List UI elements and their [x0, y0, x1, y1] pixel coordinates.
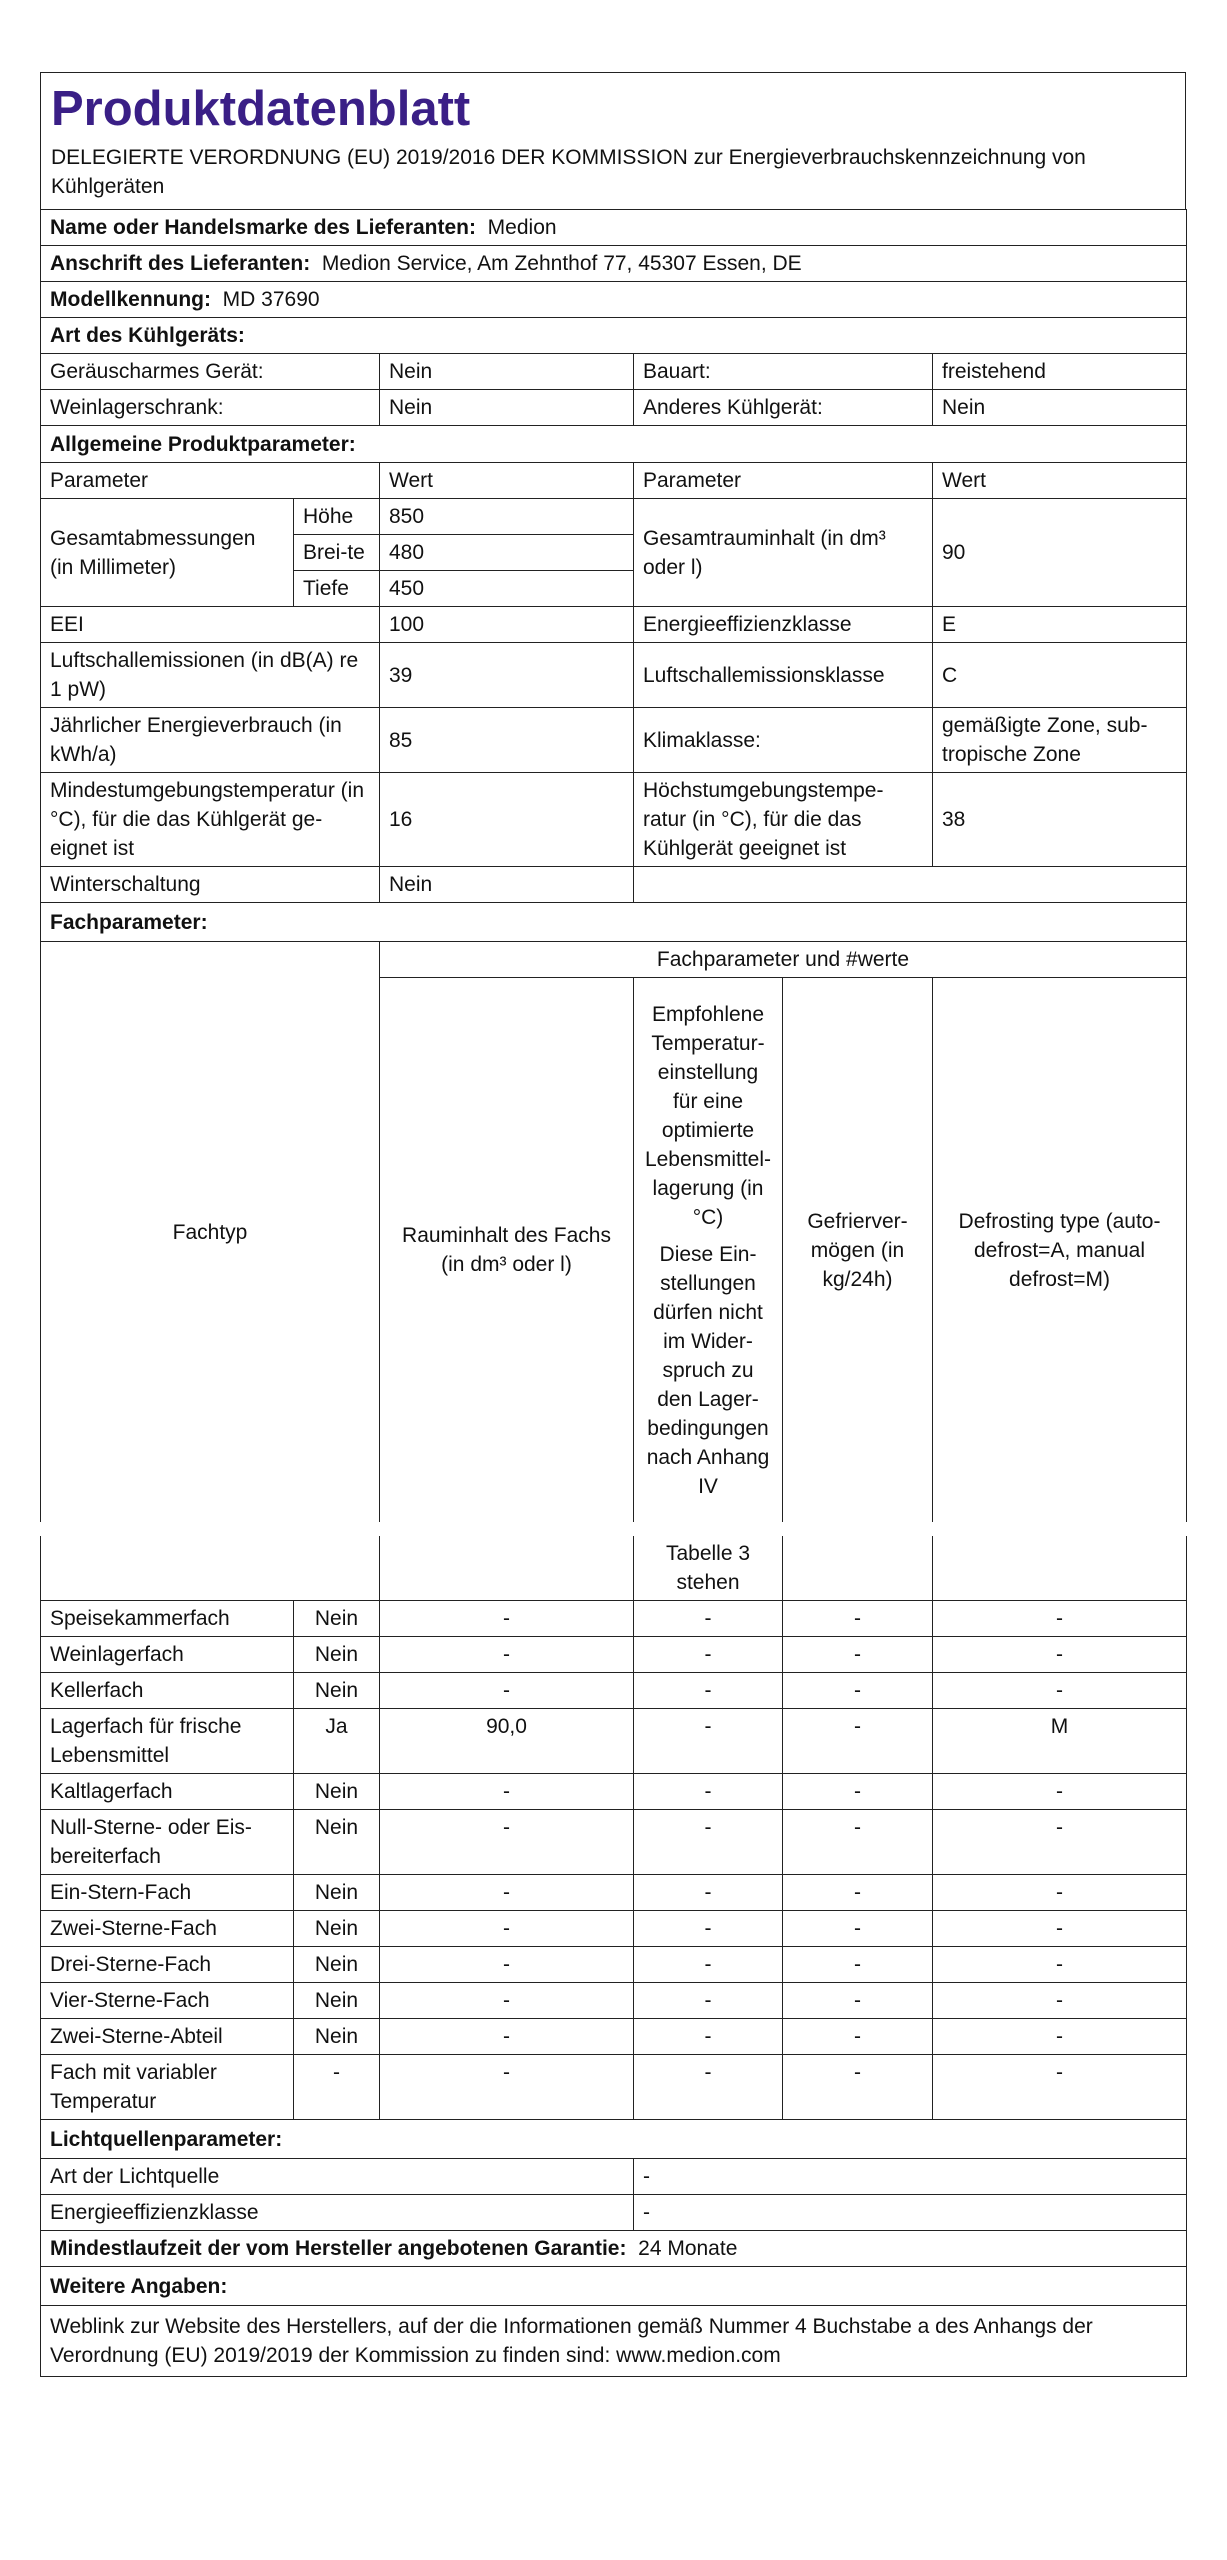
compartment-present: Nein [294, 1673, 380, 1709]
type-row-1 [41, 354, 1187, 390]
compartment-present: Nein [294, 2019, 380, 2055]
compartment-name: Ein-Stern-Fach [41, 1875, 294, 1911]
table-row [41, 1774, 1187, 1810]
energy-label: Jährlicher Energieverbrauch (in kWh/a) [41, 708, 380, 773]
compartment-name: Lagerfach für frische Lebensmittel [41, 1709, 294, 1774]
model-row [41, 282, 1187, 318]
compartment-present: - [294, 2055, 380, 2120]
table-row [41, 1810, 1187, 1875]
compartment-temp: - [634, 1637, 783, 1673]
supplier-address-row [41, 246, 1187, 282]
compartment-freeze: - [783, 1601, 933, 1637]
max-temp-value: 38 [933, 773, 1187, 867]
min-temp-value: 16 [380, 773, 634, 867]
noise-row [41, 643, 1187, 708]
compartment-section-heading: Fachparameter: [41, 903, 1187, 942]
compartment-name: Zwei-Sterne-Abteil [41, 2019, 294, 2055]
compartment-name: Fach mit variabler Temperatur [41, 2055, 294, 2120]
temp-row [41, 773, 1187, 867]
winter-empty [634, 867, 1187, 903]
other-value: Nein [933, 390, 1187, 426]
compartment-defrost: - [933, 1601, 1187, 1637]
col-temp-line-c: Tabelle 3 stehen [634, 1536, 783, 1601]
compartment-defrost: - [933, 2055, 1187, 2120]
col-value: Wert [380, 463, 634, 499]
table-row [41, 1947, 1187, 1983]
compartment-temp: - [634, 1983, 783, 2019]
compartment-defrost: - [933, 1911, 1187, 1947]
dims-row-height [41, 499, 1187, 535]
energy-class-value: E [933, 607, 1187, 643]
compartment-defrost: - [933, 1673, 1187, 1709]
compartment-freeze: - [783, 1911, 933, 1947]
compartment-volume: - [380, 1774, 634, 1810]
compartment-name: Speisekammerfach [41, 1601, 294, 1637]
compartment-present: Nein [294, 1810, 380, 1875]
winter-value: Nein [380, 867, 634, 903]
compartment-present: Nein [294, 1774, 380, 1810]
compartment-present: Nein [294, 1875, 380, 1911]
table-row [41, 1875, 1187, 1911]
table-row [41, 1911, 1187, 1947]
compartment-volume: - [380, 2055, 634, 2120]
compartment-volume: - [380, 1947, 634, 1983]
compartment-defrost: - [933, 1947, 1187, 1983]
eei-label: EEI [41, 607, 380, 643]
header-gap-row [41, 1522, 1187, 1536]
compartment-freeze: - [783, 2019, 933, 2055]
depth-value: 450 [380, 571, 634, 607]
compartment-volume: - [380, 1983, 634, 2019]
warranty-row [41, 2231, 1187, 2267]
noise-class-label: Luftschallemissionsklasse [634, 643, 933, 708]
col-value-2: Wert [933, 463, 1187, 499]
data-table [40, 209, 1187, 2377]
compartment-present: Nein [294, 1911, 380, 1947]
table-row [41, 1637, 1187, 1673]
dims-label: Gesamtabmessungen (in Millimeter) [41, 499, 294, 607]
compartment-name: Weinlagerfach [41, 1637, 294, 1673]
general-header-row [41, 463, 1187, 499]
other-label: Anderes Kühlgerät: [634, 390, 933, 426]
compartment-present: Ja [294, 1709, 380, 1774]
table-row [41, 1983, 1187, 2019]
compartment-temp: - [634, 1810, 783, 1875]
table-row [41, 1601, 1187, 1637]
type-row-2 [41, 390, 1187, 426]
winter-row [41, 867, 1187, 903]
light-section-row [41, 2120, 1187, 2159]
design-value: freistehend [933, 354, 1187, 390]
eei-value: 100 [380, 607, 634, 643]
compartment-present: Nein [294, 1601, 380, 1637]
compartment-defrost: M [933, 1709, 1187, 1774]
compartment-defrost: - [933, 1637, 1187, 1673]
design-label: Bauart: [634, 354, 933, 390]
compartment-defrost: - [933, 1810, 1187, 1875]
compartment-freeze: - [783, 1709, 933, 1774]
compartment-temp: - [634, 2019, 783, 2055]
product-data-sheet [40, 72, 1186, 2377]
compartment-name: Kaltlagerfach [41, 1774, 294, 1810]
more-text-row [41, 2306, 1187, 2377]
compartment-temp: - [634, 1601, 783, 1637]
compartment-temp: - [634, 1673, 783, 1709]
compartment-freeze: - [783, 2055, 933, 2120]
type-section-row [41, 318, 1187, 354]
compartment-defrost: - [933, 1774, 1187, 1810]
col-temp-line-b: Diese Einstellungen dürfen nicht im Widerspruch zu den Lagerbedingungen nach Anhang IV [646, 1242, 770, 1498]
light-type-value: - [634, 2159, 1187, 2195]
height-label: Höhe [294, 499, 380, 535]
compartment-temp: - [634, 1947, 783, 1983]
compartment-rows [41, 1601, 1187, 2120]
light-section-heading: Lichtquellenparameter: [41, 2120, 1187, 2159]
noise-class-value: C [933, 643, 1187, 708]
supplier-address-label: Anschrift des Lieferanten: [50, 252, 311, 275]
col-temp [634, 978, 783, 1523]
general-section-row [41, 426, 1187, 463]
compartment-present: Nein [294, 1947, 380, 1983]
climate-value: gemäßigte Zone, sub-tropische Zone [933, 708, 1187, 773]
compartment-volume: 90,0 [380, 1709, 634, 1774]
more-text: Weblink zur Website des Herstellers, auf der die Informationen gemäß Nummer 4 Buchstabe a des Anhangs der Verordnung (EU) 2019/2019 der Kommission zu finden sind: www.medion.com [41, 2306, 1187, 2377]
energy-value: 85 [380, 708, 634, 773]
compartment-volume: - [380, 1601, 634, 1637]
width-label: Brei-te [294, 535, 380, 571]
compartment-volume: - [380, 1911, 634, 1947]
compartment-temp: - [634, 2055, 783, 2120]
energy-row [41, 708, 1187, 773]
supplier-name-row [41, 210, 1187, 246]
light-type-label: Art der Lichtquelle [41, 2159, 634, 2195]
type-section-heading: Art des Kühlgeräts: [41, 318, 1187, 354]
compartment-freeze: - [783, 1637, 933, 1673]
supplier-name-label: Name oder Handelsmarke des Lieferanten: [50, 216, 476, 239]
light-class-value: - [634, 2195, 1187, 2231]
sheet-header [40, 72, 1186, 209]
table-row [41, 1709, 1187, 1774]
noise-label: Luftschallemissionen (in dB(A) re 1 pW) [41, 643, 380, 708]
compartment-name: Zwei-Sterne-Fach [41, 1911, 294, 1947]
warranty-label: Mindestlaufzeit der vom Hersteller angebotenen Garantie: [50, 2237, 627, 2260]
compartment-present: Nein [294, 1637, 380, 1673]
compartment-volume: - [380, 1673, 634, 1709]
energy-class-label: Energieeffizienzklasse [634, 607, 933, 643]
compartment-temp: - [634, 1709, 783, 1774]
compartment-name: Drei-Sterne-Fach [41, 1947, 294, 1983]
table-row [41, 2055, 1187, 2120]
low-noise-value: Nein [380, 354, 634, 390]
width-value: 480 [380, 535, 634, 571]
compartment-freeze: - [783, 1810, 933, 1875]
climate-label: Klimaklasse: [634, 708, 933, 773]
model-value: MD 37690 [222, 288, 320, 311]
noise-value: 39 [380, 643, 634, 708]
general-section-heading: Allgemeine Produktparameter: [41, 426, 1187, 463]
supplier-name-value: Medion [487, 216, 557, 239]
volume-value: 90 [933, 499, 1187, 607]
depth-label: Tiefe [294, 571, 380, 607]
page-title: Produktdatenblatt [51, 82, 471, 136]
compartment-freeze: - [783, 1774, 933, 1810]
compartment-name: Null-Sterne- oder Eis-bereiterfach [41, 1810, 294, 1875]
low-noise-label: Geräuscharmes Gerät: [41, 354, 380, 390]
height-value: 850 [380, 499, 634, 535]
compartment-volume: - [380, 1637, 634, 1673]
more-section-heading: Weitere Angaben: [41, 2267, 1187, 2306]
max-temp-label: Höchstumgebungstempe-ratur (in °C), für die das Kühlgerät geeignet ist [634, 773, 933, 867]
light-type-row [41, 2159, 1187, 2195]
compartment-section-row [41, 903, 1187, 942]
min-temp-label: Mindestumgebungstemperatur (in °C), für die das Kühlgerät ge-eignet ist [41, 773, 380, 867]
supplier-address-value: Medion Service, Am Zehnthof 77, 45307 Essen, DE [321, 252, 802, 275]
winter-label: Winterschaltung [41, 867, 380, 903]
col-fachtyp: Fachtyp [41, 942, 380, 1523]
compartment-volume: - [380, 2019, 634, 2055]
compartment-freeze: - [783, 1947, 933, 1983]
volume-label: Gesamtrauminhalt (in dm³ oder l) [634, 499, 933, 607]
regulation-text: DELEGIERTE VERORDNUNG (EU) 2019/2016 DER KOMMISSION zur Energieverbrauchskennzeichnung von Kühlgeräten [51, 146, 1086, 198]
compartment-group-row [41, 942, 1187, 978]
eei-row [41, 607, 1187, 643]
table-row [41, 2019, 1187, 2055]
compartment-present: Nein [294, 1983, 380, 2019]
compartment-header-continued [41, 1536, 1187, 1601]
light-class-label: Energieeffizienzklasse [41, 2195, 634, 2231]
col-param-2: Parameter [634, 463, 933, 499]
compartment-temp: - [634, 1774, 783, 1810]
compartment-volume: - [380, 1810, 634, 1875]
table-row [41, 1673, 1187, 1709]
compartment-freeze: - [783, 1875, 933, 1911]
col-defrost: Defrosting type (auto-defrost=A, manual defrost=M) [933, 978, 1187, 1523]
col-volume: Rauminhalt des Fachs (in dm³ oder l) [380, 978, 634, 1523]
compartment-defrost: - [933, 1983, 1187, 2019]
compartment-volume: - [380, 1875, 634, 1911]
col-temp-line-a: Empfohlene Temperatureinstellung für eine optimierte Lebensmittellagerung (in °C) [644, 1002, 772, 1229]
warranty-value: 24 Monate [638, 2237, 738, 2260]
col-freeze: Gefriervermögen (in kg/24h) [783, 978, 933, 1523]
more-section-row [41, 2267, 1187, 2306]
col-param: Parameter [41, 463, 380, 499]
group-header: Fachparameter und #werte [380, 942, 1187, 978]
compartment-name: Vier-Sterne-Fach [41, 1983, 294, 2019]
compartment-defrost: - [933, 1875, 1187, 1911]
compartment-temp: - [634, 1911, 783, 1947]
compartment-defrost: - [933, 2019, 1187, 2055]
model-label: Modellkennung: [50, 288, 211, 311]
wine-value: Nein [380, 390, 634, 426]
compartment-name: Kellerfach [41, 1673, 294, 1709]
wine-label: Weinlagerschrank: [41, 390, 380, 426]
compartment-freeze: - [783, 1983, 933, 2019]
light-class-row [41, 2195, 1187, 2231]
compartment-temp: - [634, 1875, 783, 1911]
compartment-freeze: - [783, 1673, 933, 1709]
